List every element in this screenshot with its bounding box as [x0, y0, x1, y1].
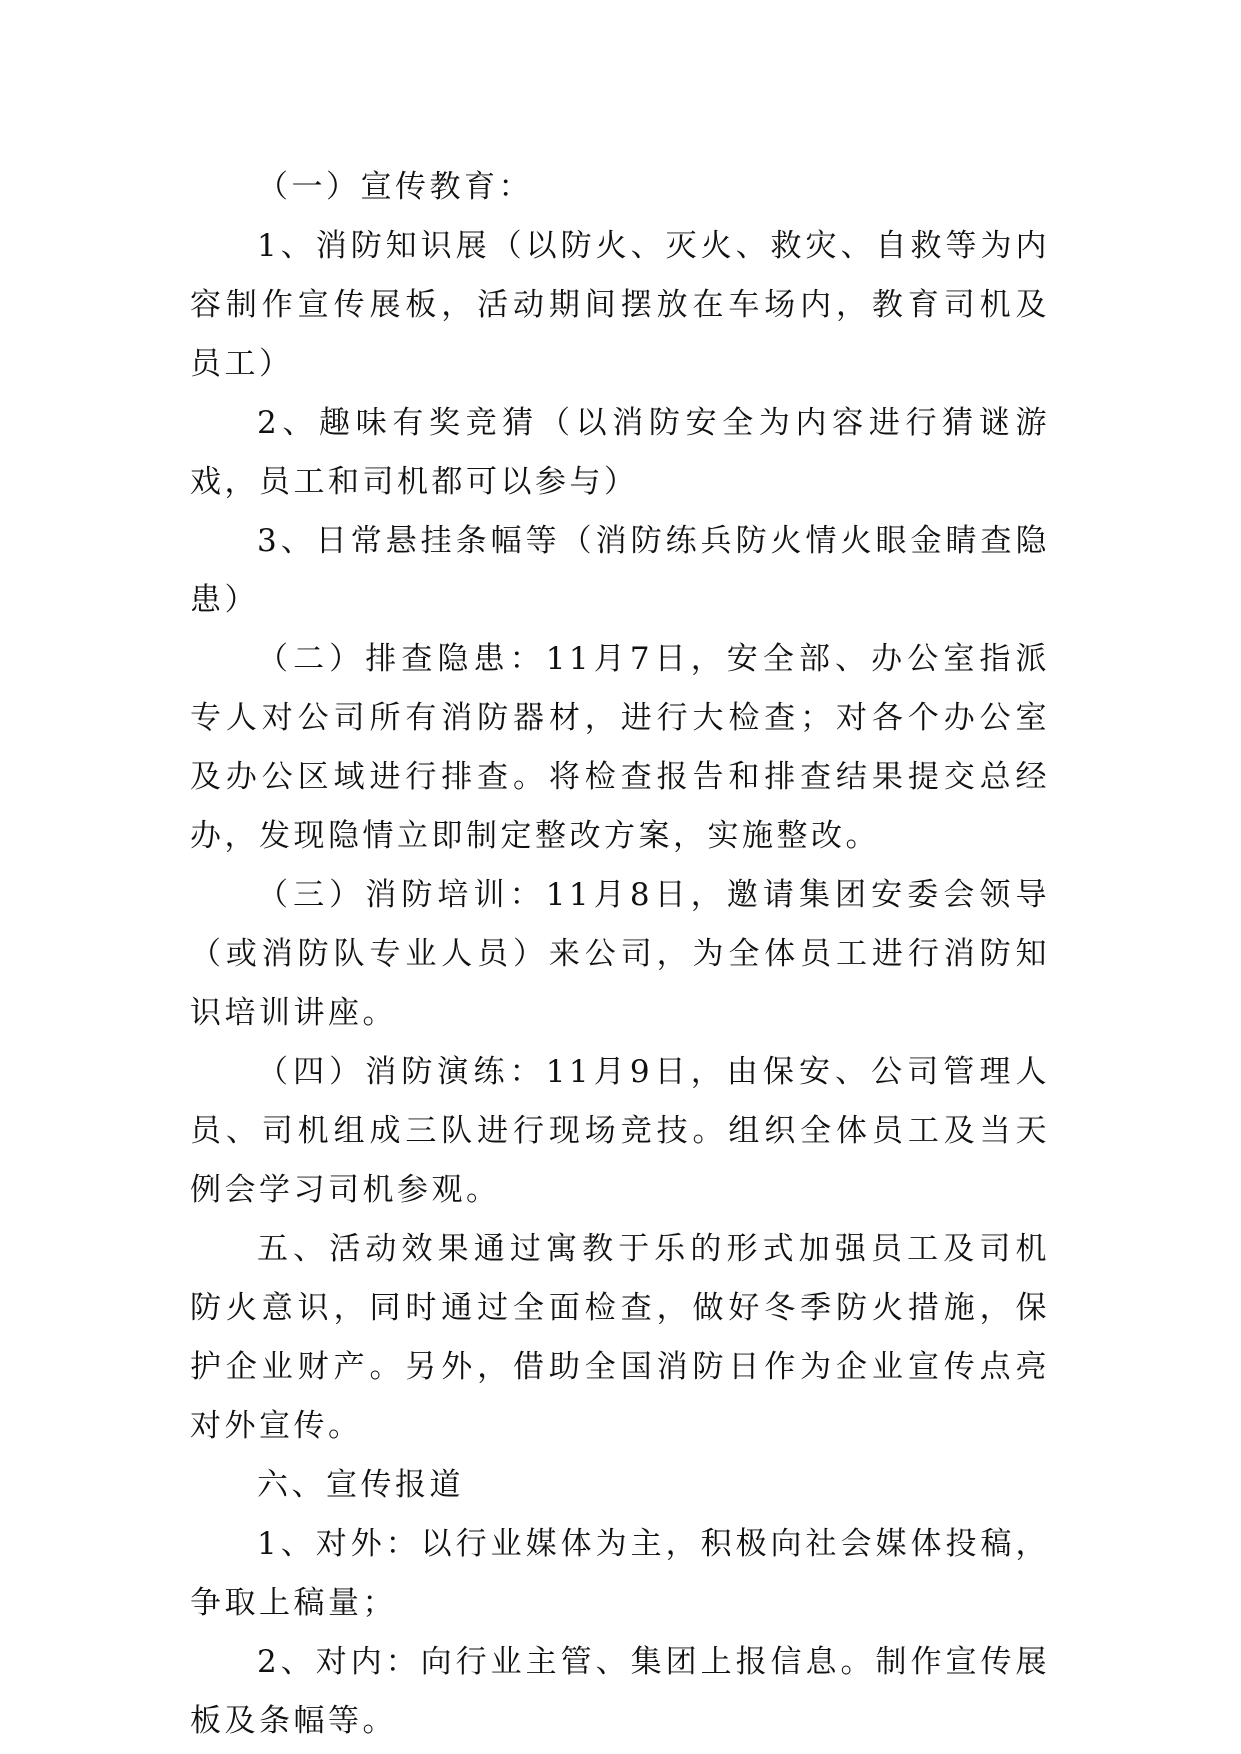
- paragraph-publicity-education-heading: （一）宣传教育：: [257, 169, 533, 205]
- paragraph-quiz-contest: 2、趣味有奖竞猜（以消防安全为内容进行猜谜游戏，员工和司机都可以参与）: [190, 405, 1050, 500]
- paragraph-publicity-report-heading: 六、宣传报道: [257, 1467, 464, 1503]
- paragraph-hazard-inspection: （二）排查隐患：11月7日，安全部、办公室指派专人对公司所有消防器材，进行大检查；对各个办公室及办公区域进行排查。将检查报告和排查结果提交总经办，发现隐情立即制定整改方案，实施整改。: [190, 641, 1050, 854]
- paragraph-banners: 3、日常悬挂条幅等（消防练兵防火情火眼金睛查隐患）: [190, 523, 1050, 618]
- paragraph-fire-knowledge-exhibition: 1、消防知识展（以防火、灭火、救灾、自救等为内容制作宣传展板，活动期间摆放在车场内，教育司机及员工）: [190, 228, 1050, 382]
- paragraph-fire-drill: （四）消防演练：11月9日，由保安、公司管理人员、司机组成三队进行现场竞技。组织全体员工及当天例会学习司机参观。: [190, 1054, 1050, 1208]
- paragraph-internal-report: 2、对内：向行业主管、集团上报信息。制作宣传展板及条幅等。: [190, 1644, 1050, 1739]
- paragraph-external-report: 1、对外：以行业媒体为主，积极向社会媒体投稿，争取上稿量；: [190, 1526, 1050, 1621]
- paragraph-fire-training: （三）消防培训：11月8日，邀请集团安委会领导（或消防队专业人员）来公司，为全体员工进行消防知识培训讲座。: [190, 877, 1050, 1031]
- document-body: [190, 158, 1050, 1751]
- paragraph-activity-effect: 五、活动效果通过寓教于乐的形式加强员工及司机防火意识，同时通过全面检查，做好冬季防火措施，保护企业财产。另外，借助全国消防日作为企业宣传点亮对外宣传。: [190, 1231, 1050, 1444]
